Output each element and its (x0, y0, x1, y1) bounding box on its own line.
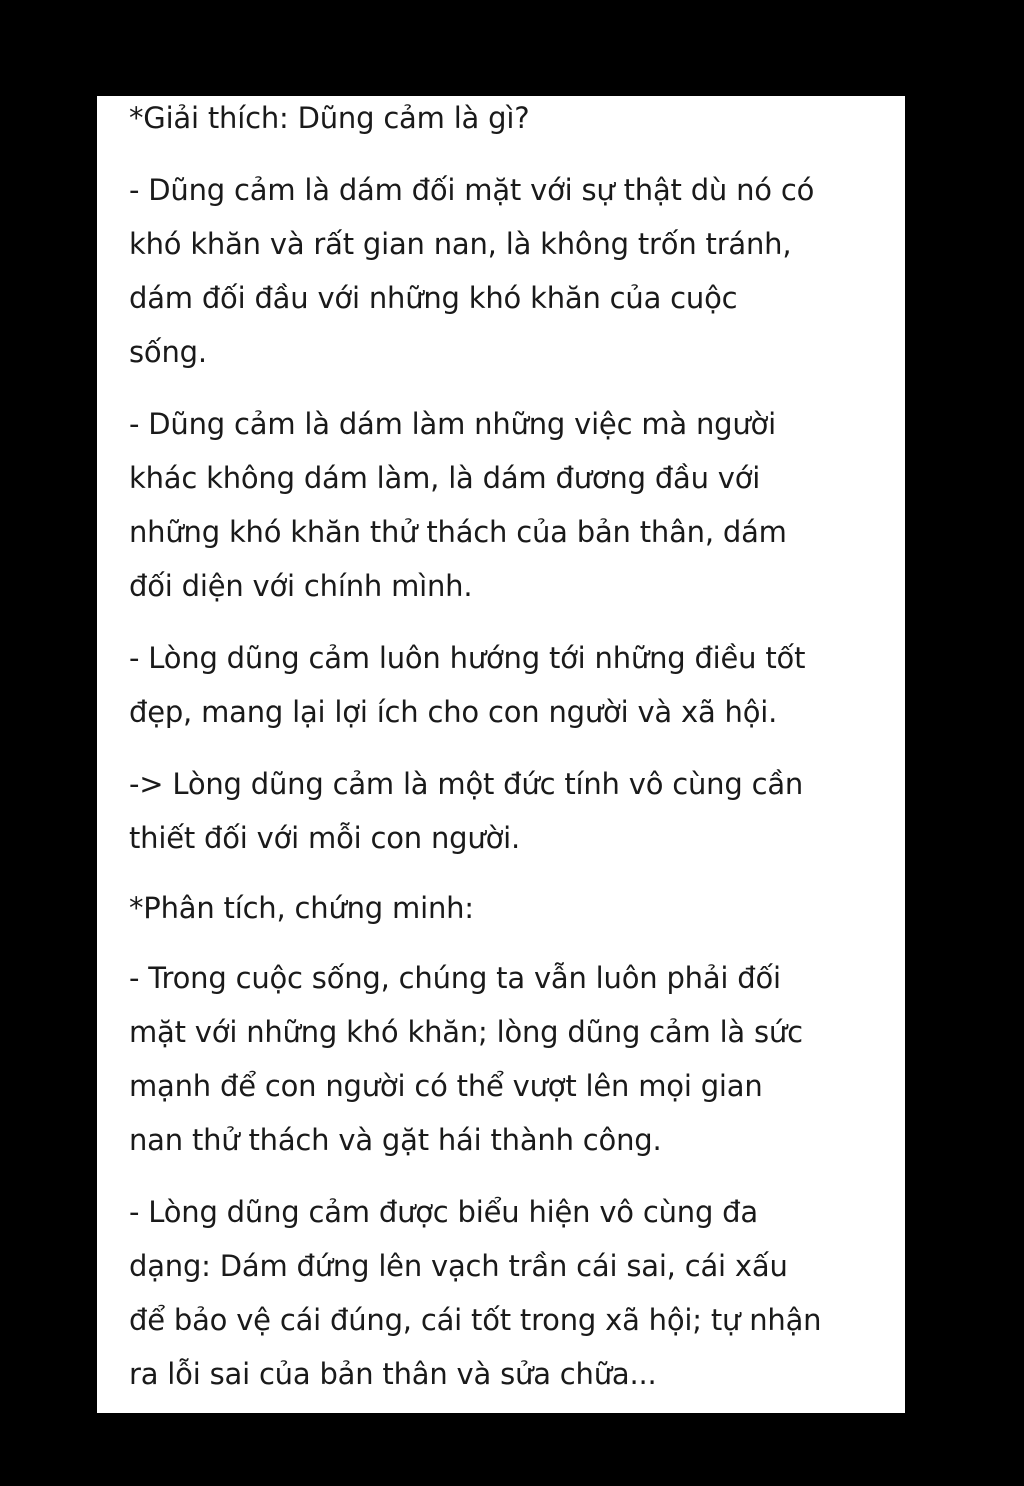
paragraph-3-line-1: - Lòng dũng cảm luôn hướng tới những điều tốt (129, 641, 806, 675)
paragraph-6-line-2: dạng: Dám đứng lên vạch trần cái sai, cái xấu (129, 1249, 788, 1283)
document-page (97, 96, 905, 1413)
paragraph-6-line-3: để bảo vệ cái đúng, cái tốt trong xã hội; tự nhận (129, 1303, 822, 1337)
paragraph-2-line-1: - Dũng cảm là dám làm những việc mà người (129, 407, 776, 441)
paragraph-1-line-3: dám đối đầu với những khó khăn của cuộc (129, 281, 738, 315)
paragraph-5-line-4: nan thử thách và gặt hái thành công. (129, 1123, 662, 1157)
paragraph-4-line-1: -> Lòng dũng cảm là một đức tính vô cùng cần (129, 767, 804, 801)
paragraph-6-line-1: - Lòng dũng cảm được biểu hiện vô cùng đa (129, 1195, 758, 1229)
paragraph-2-line-4: đối diện với chính mình. (129, 569, 473, 603)
paragraph-3-line-2: đẹp, mang lại lợi ích cho con người và xã hội. (129, 695, 778, 729)
paragraph-5-line-1: - Trong cuộc sống, chúng ta vẫn luôn phải đối (129, 961, 781, 995)
paragraph-2-line-2: khác không dám làm, là dám đương đầu với (129, 461, 761, 495)
heading-analysis: *Phân tích, chứng minh: (129, 891, 474, 925)
paragraph-6-line-4: ra lỗi sai của bản thân và sửa chữa... (129, 1357, 657, 1391)
paragraph-4-line-2: thiết đối với mỗi con người. (129, 821, 520, 855)
paragraph-5-line-2: mặt với những khó khăn; lòng dũng cảm là sức (129, 1015, 803, 1049)
paragraph-1-line-2: khó khăn và rất gian nan, là không trốn tránh, (129, 227, 792, 261)
paragraph-1-line-1: - Dũng cảm là dám đối mặt với sự thật dù nó có (129, 173, 815, 207)
paragraph-1-line-4: sống. (129, 335, 207, 369)
paragraph-2-line-3: những khó khăn thử thách của bản thân, dám (129, 515, 787, 549)
paragraph-5-line-3: mạnh để con người có thể vượt lên mọi gian (129, 1069, 763, 1103)
heading-explanation: *Giải thích: Dũng cảm là gì? (129, 101, 530, 135)
